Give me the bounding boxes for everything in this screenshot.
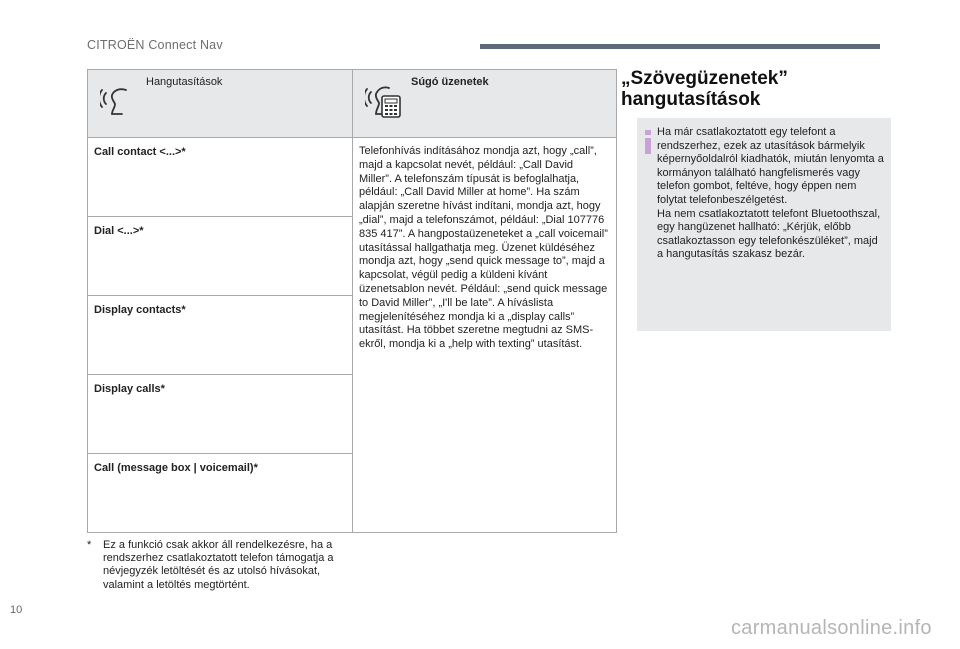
- footnote: [87, 539, 347, 592]
- command-label: Call (message box | voicemail)*: [94, 462, 258, 474]
- footnote-marker: *: [87, 539, 92, 551]
- column-header-voice-commands: [88, 70, 353, 138]
- phone-voice-icon: [365, 84, 405, 123]
- command-cell: [88, 217, 353, 296]
- voice-speaking-icon: [100, 84, 130, 119]
- info-paragraph-1: Ha már csatlakoztatott egy telefont a rendszerhez, ezek az utasítások bármelyik képernyőoldalról kiadhatók, miután lenyomta a kormányon található hangfelismerés vagy telefon gombot, feltéve, hogy éppen nem folytat telefonbeszélgetést.: [657, 126, 884, 206]
- section-title: [621, 68, 881, 110]
- info-box: [637, 118, 891, 331]
- footnote-text: Ez a funkció csak akkor áll rendelkezésre, ha a rendszerhez csatlakoztatott telefon támogatja a névjegyzék letöltését és az utolsó hívásokat, valamint a letöltés megtörtént.: [103, 539, 334, 591]
- section-title-line2: hangutasítások: [621, 89, 761, 110]
- watermark: carmanualsonline.info: [731, 617, 932, 639]
- document-header-title: CITROËN Connect Nav: [87, 38, 223, 52]
- help-description-cell: [353, 138, 617, 533]
- command-cell: [88, 454, 353, 533]
- command-label: Display contacts*: [94, 304, 186, 316]
- header-accent-bar: [480, 44, 880, 49]
- page-number: 10: [10, 604, 23, 616]
- command-cell: [88, 375, 353, 454]
- command-cell: [88, 138, 353, 217]
- column-header-label: Hangutasítások: [146, 76, 223, 88]
- command-label: Call contact <...>*: [94, 146, 186, 158]
- info-text: [657, 126, 885, 262]
- column-header-help-messages: [353, 70, 617, 138]
- command-label: Dial <...>*: [94, 225, 144, 237]
- column-header-label: Súgó üzenetek: [411, 76, 489, 88]
- info-icon: [645, 130, 651, 154]
- info-paragraph-2: Ha nem csatlakoztatott telefont Bluetoothszal, egy hangüzenet hallható: „Kérjük, előbb csatlakoztasson egy telefonkészüléket”, majd a hangutasítás szakasz bezár.: [657, 207, 881, 261]
- command-cell: [88, 296, 353, 375]
- command-label: Display calls*: [94, 383, 165, 395]
- help-description-text: Telefonhívás indításához mondja azt, hogy „call”, majd a kapcsolat nevét, például: „Call David Miller”. A telefonszám típusát is befoglalhatja, például: „Call David Miller at home”. Ha szám alapján szeretne hívást indítani, mondja azt, hogy „dial”, majd a telefonszámot, például: „Dial 107776 835 417”. A hangpostaüzeneteket a „call voicemail” utasítással hallgathatja meg. Üzenet küldéséhez mondja azt, hogy „send quick message to”, majd a kapcsolat, végül pedig a küldeni kívánt üzenetsablon nevét. Például: „send quick message to David Miller”, „I'll be late”. A híváslista megjelenítéséhez mondja ki a „display calls” utasítást. Ha többet szeretne megtudni az SMS-ekről, mondja ki a „help with texting” utasítást.: [359, 145, 608, 351]
- section-title-line1: „Szövegüzenetek”: [621, 68, 788, 89]
- voice-commands-table: [87, 69, 617, 533]
